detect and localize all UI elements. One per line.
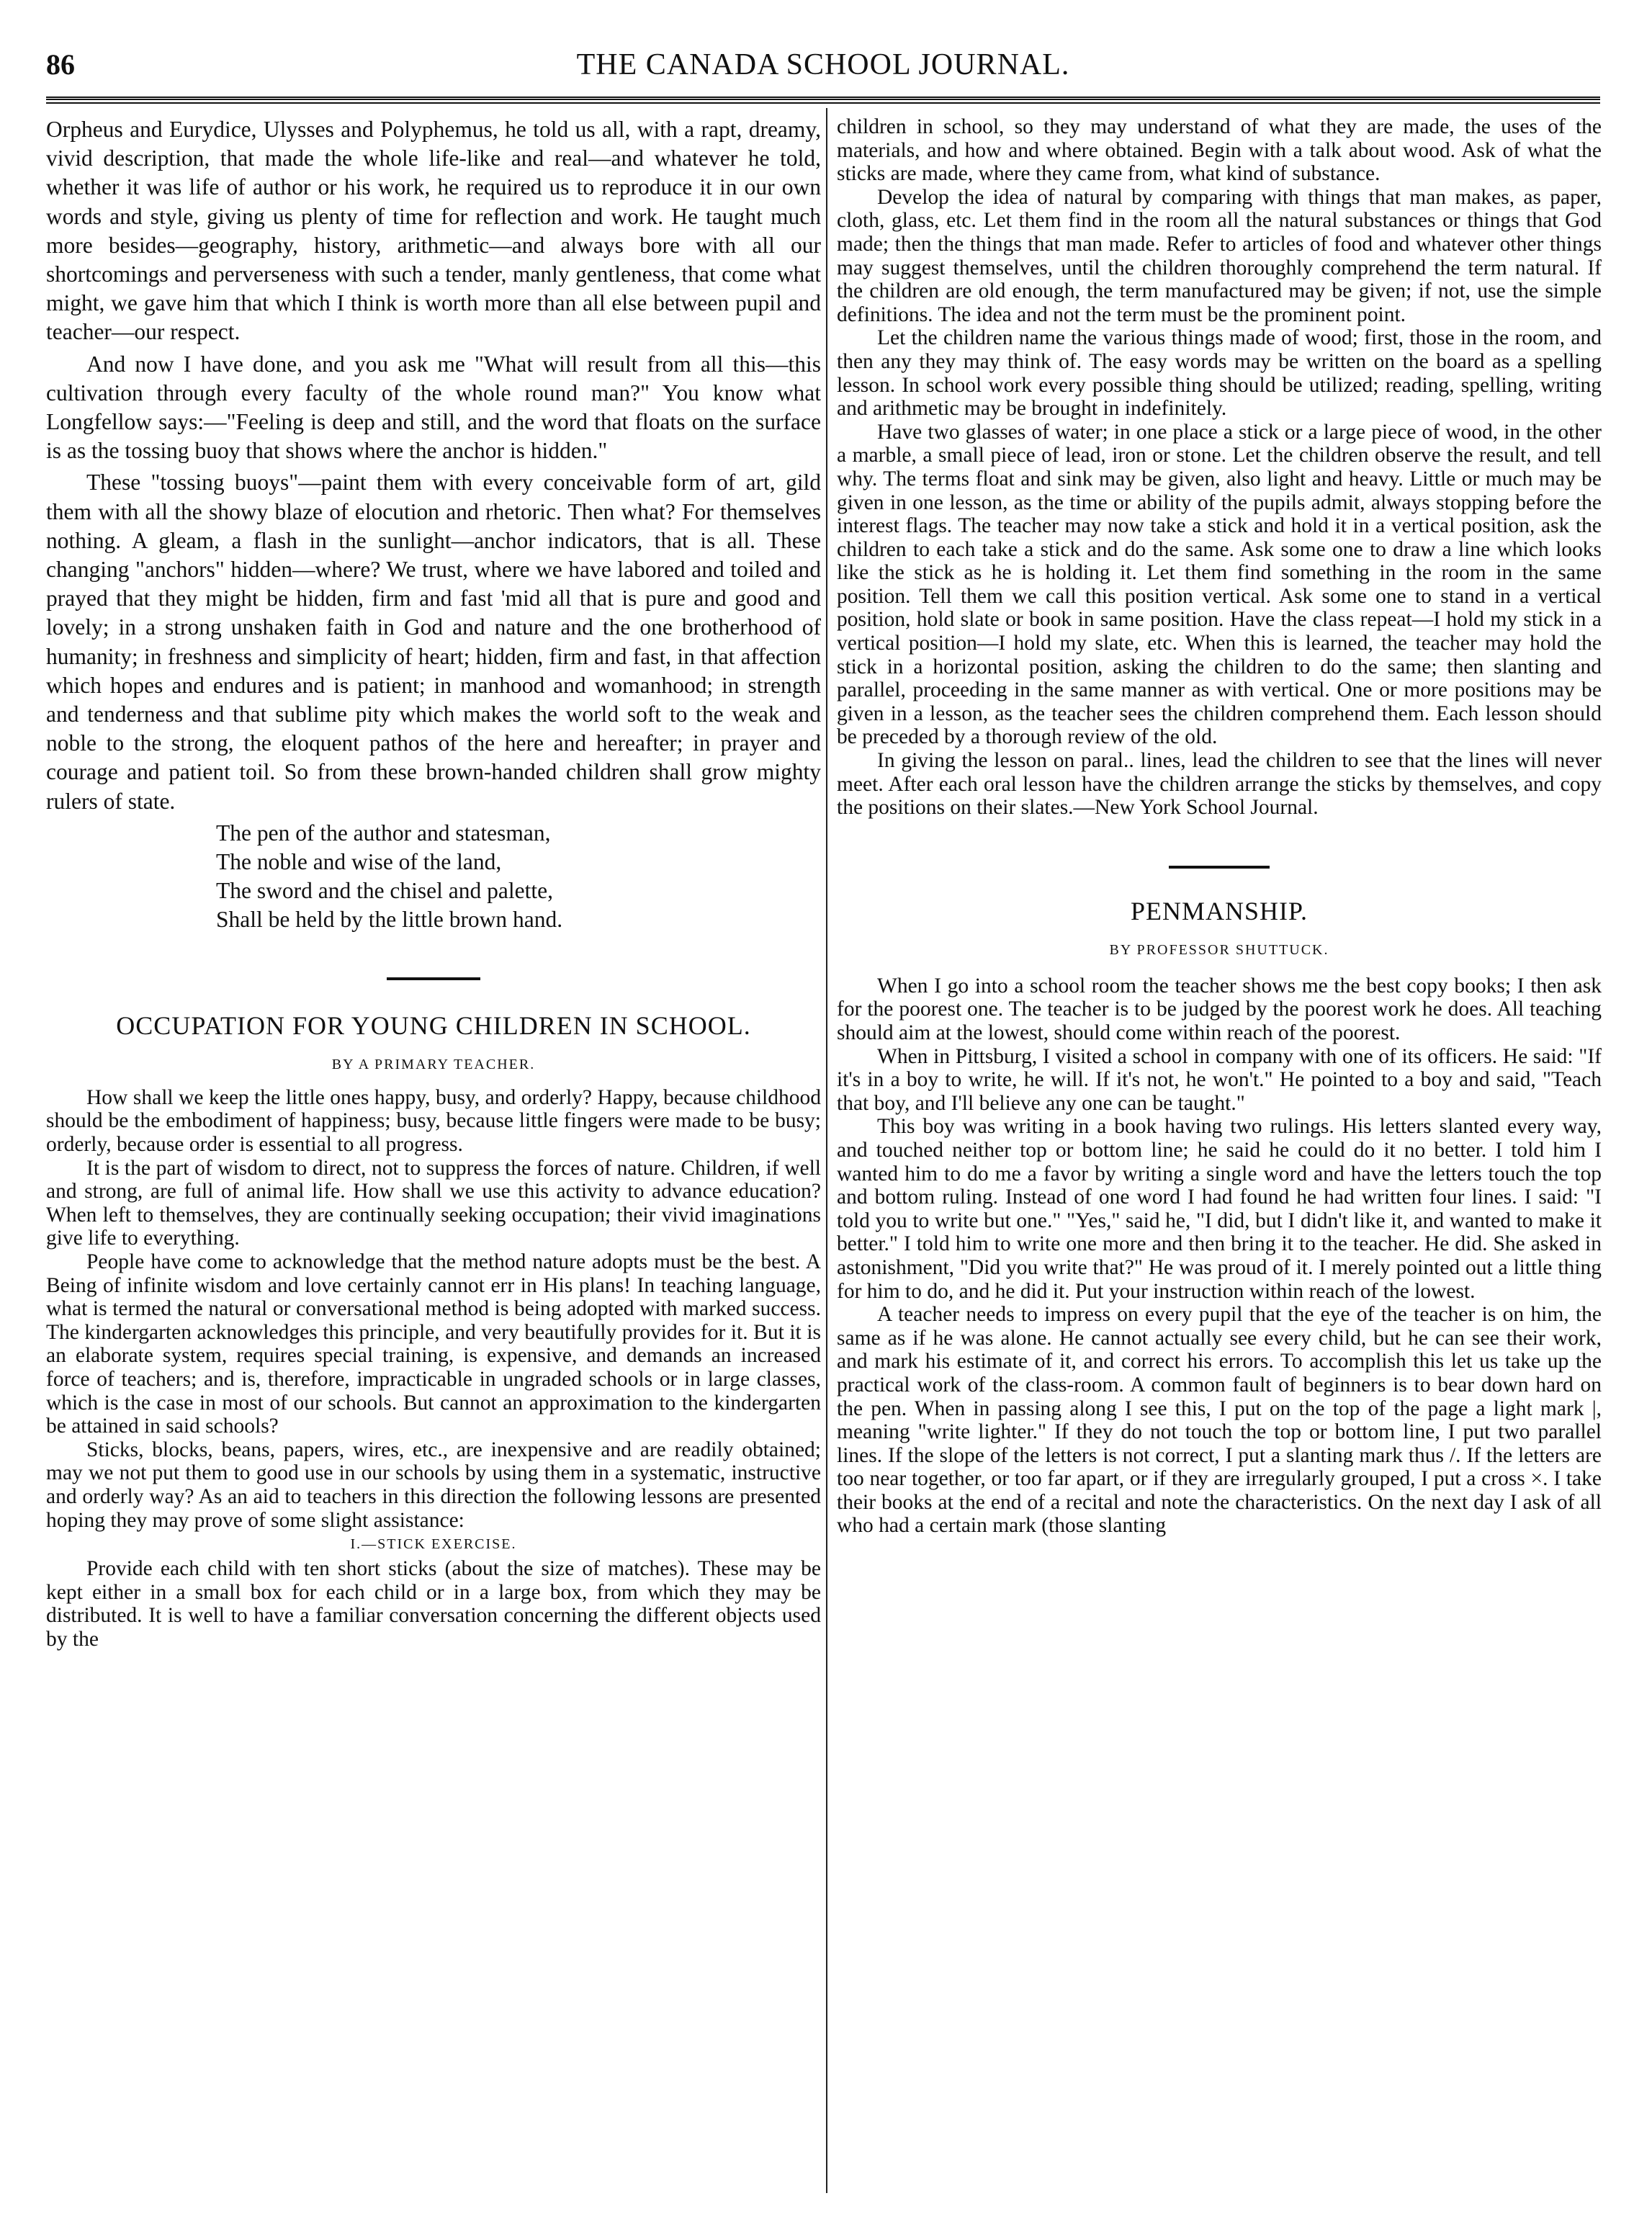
section-separator-rule: [387, 977, 480, 980]
poem-line: Shall be held by the little brown hand.: [216, 906, 563, 932]
article-paragraph: A teacher needs to impress on every pupil that the eye of the teacher is on him, the same as if he was alone. He cannot actually see every child, but he can see their work, and mark his estimate of it, and correct his errors. To accomplish this let us take up the practical work of the class-room. A common fault of beginners is to bear down hard on the pen. When in passing along I see this, I put on the top of the page a light mark |, meaning "write lighter." If they do not touch the top or bottom line, I put two parallel lines. If the slope of the letters is not correct, I put a slanting mark thus /. If the letters are too near together, or too far apart, or if they are irregularly grouped, I put a cross ×. I take their books at the end of a recital and note the characteristics. On the next day I ask of all who had a certain mark (those slanting: [837, 1303, 1602, 1538]
poem-line: The noble and wise of the land,: [216, 848, 502, 874]
poem-line: The pen of the author and statesman,: [216, 820, 551, 846]
article-paragraph: Develop the idea of natural by comparing with things that man makes, as paper, cloth, glass, etc. Let them find in the room all the natural substances or things that God made; then the things that man made. Refer to articles of food and whatever other things may suggest themselves, until the children thoroughly comprehend the term natural. If the children are old enough, the term manufactured may be given; if not, use the simple definitions. The idea and not the term must be the prominent point.: [837, 185, 1602, 326]
essay-paragraph: And now I have done, and you ask me "What will result from all this—this cultivation through every faculty of the whole round man?" You know what Longfellow says:—"Feeling is deep and still, and the word that floats on the surface is as the tossing buoy that shows where the anchor is hidden.": [46, 351, 821, 464]
page-number: 86: [46, 48, 75, 81]
article-paragraph: People have come to acknowledge that the method nature adopts must be the best. A Being of infinite wisdom and love certainly cannot err in His plans! In teaching language, what is termed the natural or conversational method is being adopted with marked success. The kindergarten acknowledges this principle, and very beautifully provides for it. But it is an elaborate system, requires special training, is expensive, and demands an increased force of teachers; and is, therefore, impracticable in ungraded schools or in large classes, which is the case in most of our schools. But cannot an approximation to the kindergarten be attained in said schools?: [46, 1250, 821, 1438]
article-title: OCCUPATION FOR YOUNG CHILDREN IN SCHOOL.: [116, 1010, 751, 1040]
article-paragraph: children in school, so they may understand of what they are made, the uses of the materials, and how and where obtained. Begin with a talk about wood. Ask of what the sticks are made, where they came from, what kind of substance.: [837, 115, 1602, 186]
article-body: [46, 1086, 821, 1651]
article-paragraph: In giving the lesson on paral.. lines, lead the children to see that the lines will never meet. After each oral lesson have the children arrange the sticks by themselves, and copy the positions on their slates.—New York School Journal.: [837, 749, 1602, 820]
article-paragraph: When in Pittsburg, I visited a school in company with one of its officers. He said: "If it's in a boy to write, he will. If it's not, he won't." He pointed to a boy and said, "Teach that boy, and I'll believe any one can be taught.": [837, 1044, 1602, 1115]
journal-title: THE CANADA SCHOOL JOURNAL.: [576, 48, 1070, 81]
article-byline: BY A PRIMARY TEACHER.: [331, 1056, 536, 1072]
article-paragraph: Have two glasses of water; in one place a stick or a large piece of wood, in the other a marble, a small piece of lead, iron or stone. Let the children observe the result, and tell why. The terms float and sink may be given, also light and heavy. Little or much may be given in one lesson, as the time or ability of the pupils admit, always stopping before the interest flags. The teacher may now take a stick and hold it in a vertical position, ask the children to each take a stick and do the same. Ask some one to draw a line which looks like the stick as he is holding it. Let them find something in the room in the same position. Tell them we call this position vertical. Ask some one to stand in a vertical position, hold slate or book in same position. Have the class repeat—I hold my stick in a vertical position—I hold my slate, etc. When this is learned, the teacher may hold the stick in a horizontal position, asking the children to do the same; then slanting and parallel, proceeding in the same manner as with vertical. One or more positions may be given in a lesson, as the teacher sees the children comprehend them. Each lesson should be preceded by a thorough review of the old.: [837, 420, 1602, 749]
article-paragraph: This boy was writing in a book having two rulings. His letters slanted every way, and touched neither top or bottom line; he said he could do it no better. I told him I wanted him to do me a favor by writing a single word and have the letters touch the top and bottom ruling. Instead of one word I had found he had written four lines. I said: "I told you to write but one." "Yes," said he, "I did, but I didn't like it, and wanted to make it better." I told him to write one more and then bring it to the teacher. He did. She asked in astonishment, "Did you write that?" He was proud of it. I merely pointed out a little thing for him to do, and he did it. Put your instruction within reach of the lowest.: [837, 1115, 1602, 1303]
subheading: I.—STICK EXERCISE.: [350, 1536, 517, 1553]
essay-paragraph: These "tossing buoys"—paint them with every conceivable form of art, gild them with all the showy blaze of elocution and rhetoric. Then what? For themselves nothing. A gleam, a flash in the sunlight—anchor indicators, that is all. These changing "anchors" hidden—where? We trust, where we have labored and toiled and prayed that they might be hidden, firm and fast 'mid all that is pure and good and lovely; in a strong unshaken faith in God and nature and the one brotherhood of humanity; in freshness and simplicity of heart; hidden, firm and fast, in that affection which hopes and endures and is patient; in manhood and womanhood; in strength and tenderness and that sublime pity which makes the world soft to the weak and noble to the strong, the eloquent pathos of the here and hereafter; in prayer and courage and patient toil. So from these brown-handed children shall grow mighty rulers of state.: [46, 470, 821, 814]
left-column: [46, 115, 821, 1651]
article-paragraph: It is the part of wisdom to direct, not to suppress the forces of nature. Children, if well and strong, are full of animal life. How shall we use this activity to advance education? When left to themselves, they are continually seeking occupation; their vivid imaginations give life to everything.: [46, 1156, 821, 1250]
section-separator-rule: [1169, 866, 1270, 869]
article-paragraph: When I go into a school room the teacher shows me the best copy books; I then ask for the poorest one. The teacher is to be judged by the poorest work he does. All teaching should aim at the lowest, should come within reach of the poorest.: [837, 974, 1602, 1044]
article-byline: BY PROFESSOR SHUTTUCK.: [1109, 941, 1329, 958]
article-paragraph: Provide each child with ten short sticks (about the size of matches). These may be kept either in a small box for each child or in a large box, from which they may be distributed. It is well to have a familiar conversation concerning the different objects used by the: [46, 1557, 821, 1651]
poem: [216, 819, 821, 934]
article-paragraph: How shall we keep the little ones happy, busy, and orderly? Happy, because childhood should be the embodiment of happiness; busy, because little fingers were made to be busy; orderly, because order is essential to all progress.: [46, 1085, 821, 1157]
header-rule: [46, 97, 1600, 104]
essay-paragraph: Orpheus and Eurydice, Ulysses and Polyphemus, he told us all, with a rapt, dreamy, vivid description, that made the whole life-like and real—and whatever he told, whether it was life of author or his work, he required us to reproduce it in our own words and style, giving us plenty of time for reflection and work. He taught much more besides—geography, history, arithmetic—and always bore with all our shortcomings and perverseness with such a tender, manly gentleness, that come what might, we gave him that which I think is worth more than all else between pupil and teacher—our respect.: [46, 117, 821, 345]
right-column: [837, 115, 1602, 1538]
article-paragraph: Sticks, blocks, beans, papers, wires, etc., are inexpensive and are readily obtained; may we not put them to good use in our schools by using them in a systematic, instructive and orderly way? As an aid to teachers in this direction the following lessons are presented hoping they may prove of some slight assistance:: [46, 1438, 821, 1532]
essay-conclusion: [46, 115, 821, 816]
page-header: [46, 45, 1600, 95]
continued-article-body: [837, 115, 1602, 820]
article-title: PENMANSHIP.: [1130, 896, 1308, 925]
article-body: [837, 974, 1602, 1538]
column-divider: [826, 108, 827, 2193]
poem-line: The sword and the chisel and palette,: [216, 877, 553, 903]
article-paragraph: Let the children name the various things made of wood; first, those in the room, and then any they may think of. The easy words may be written on the board as a spelling lesson. In school work every possible thing should be utilized; reading, spelling, writing and arithmetic may be brought in indefinitely.: [837, 326, 1602, 421]
